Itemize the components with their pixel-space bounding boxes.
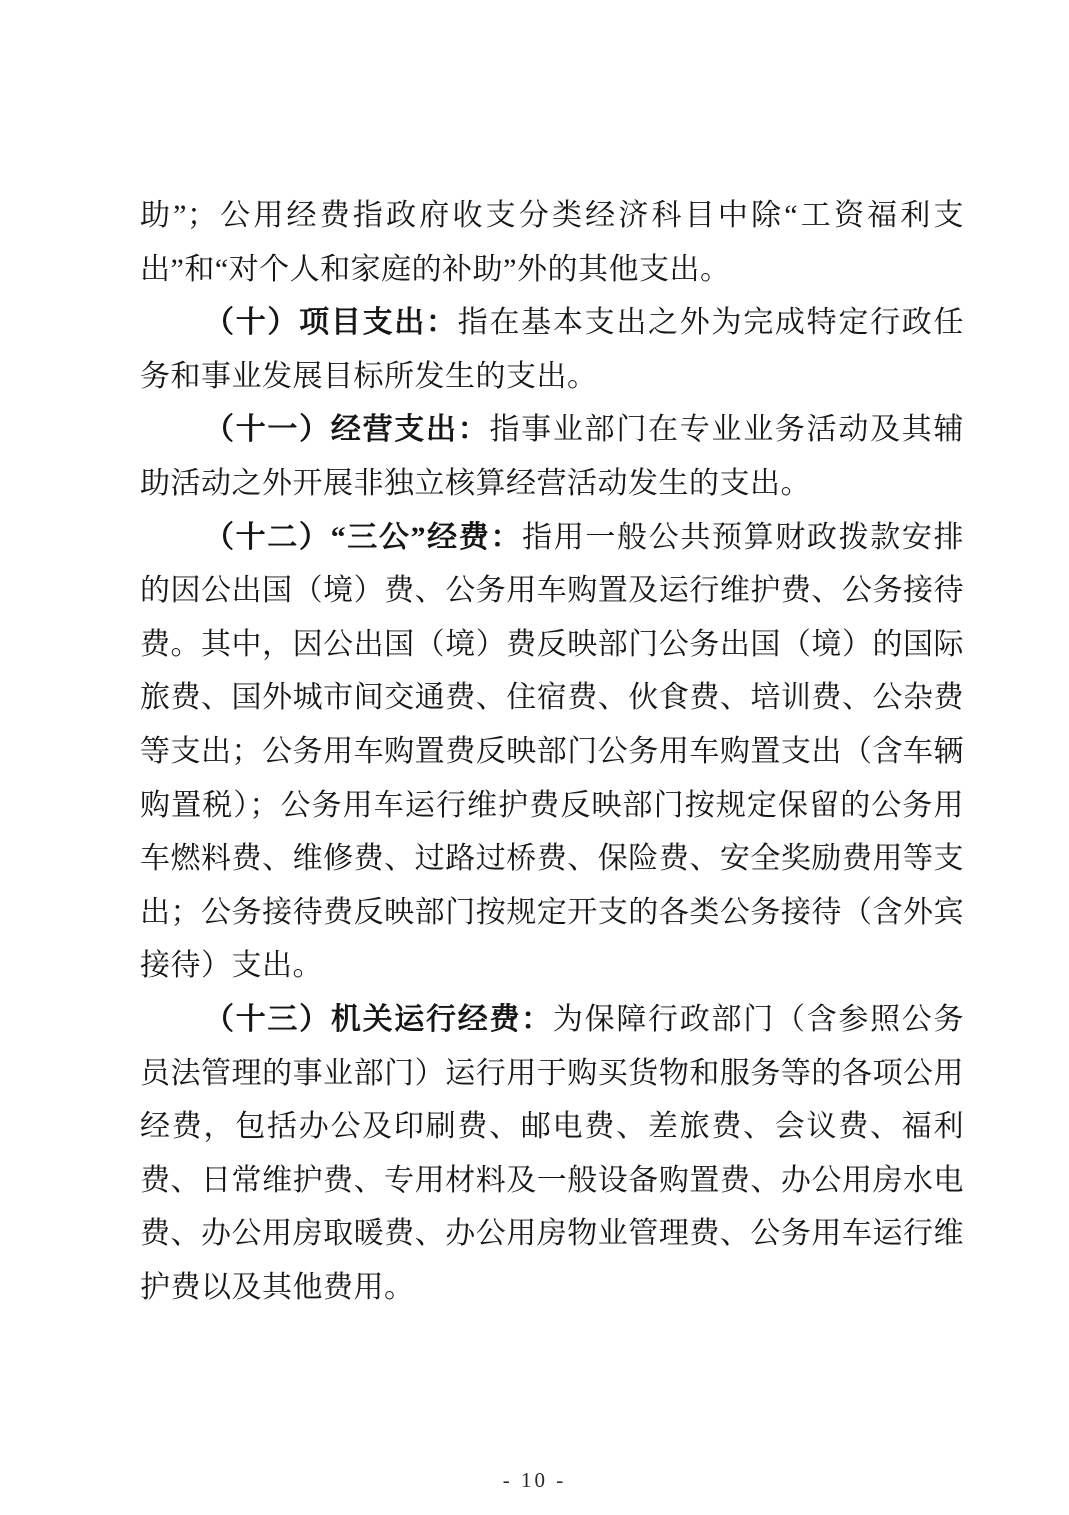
paragraph-text: 指在基本支出之外为完成特定行政任务和事业发展目标所发生的支出。 (140, 306, 965, 393)
paragraph-text: 指事业部门在专业业务活动及其辅助活动之外开展非独立核算经营活动发生的支出。 (140, 413, 965, 500)
paragraph-lead: （十三）机关运行经费： (204, 1002, 553, 1036)
document-body (140, 189, 964, 1314)
paragraph-text: 为保障行政部门（含参照公务员法管理的事业部门）运行用于购买货物和服务等的各项公用经费，包括办公及印刷费、邮电费、差旅费、会议费、福利费、日常维护费、专用材料及一般设备购置费、办公用房水电费、办公用房取暖费、办公用房物业管理费、公务用车运行维护费以及其他费用。 (140, 1002, 965, 1304)
paragraph-item-12 (140, 511, 964, 993)
paragraph-item-11 (140, 403, 964, 510)
page-number: - 10 - (502, 1468, 567, 1492)
paragraph-item-13 (140, 993, 964, 1315)
page-footer (0, 1468, 1069, 1493)
paragraph-text: 指用一般公共预算财政拨款安排的因公出国（境）费、公务用车购置及运行维护费、公务接待费。其中，因公出国（境）费反映部门公务出国（境）的国际旅费、国外城市间交通费、住宿费、伙食费、培训费、公杂费等支出；公务用车购置费反映部门公务用车购置支出（含车辆购置税）；公务用车运行维护费反映部门按规定保留的公务用车燃料费、维修费、过路过桥费、保险费、安全奖励费用等支出；公务接待费反映部门按规定开支的各类公务接待（含外宾接待）支出。 (140, 520, 965, 983)
paragraph-continuation (140, 189, 964, 296)
paragraph-lead: （十二）“三公”经费： (204, 520, 523, 554)
paragraph-item-10 (140, 296, 964, 403)
paragraph-text: 助”；公用经费指政府收支分类经济科目中除“工资福利支出”和“对个人和家庭的补助”外的其他支出。 (140, 199, 964, 286)
paragraph-lead: （十）项目支出： (204, 306, 458, 340)
paragraph-lead: （十一）经营支出： (204, 413, 490, 447)
